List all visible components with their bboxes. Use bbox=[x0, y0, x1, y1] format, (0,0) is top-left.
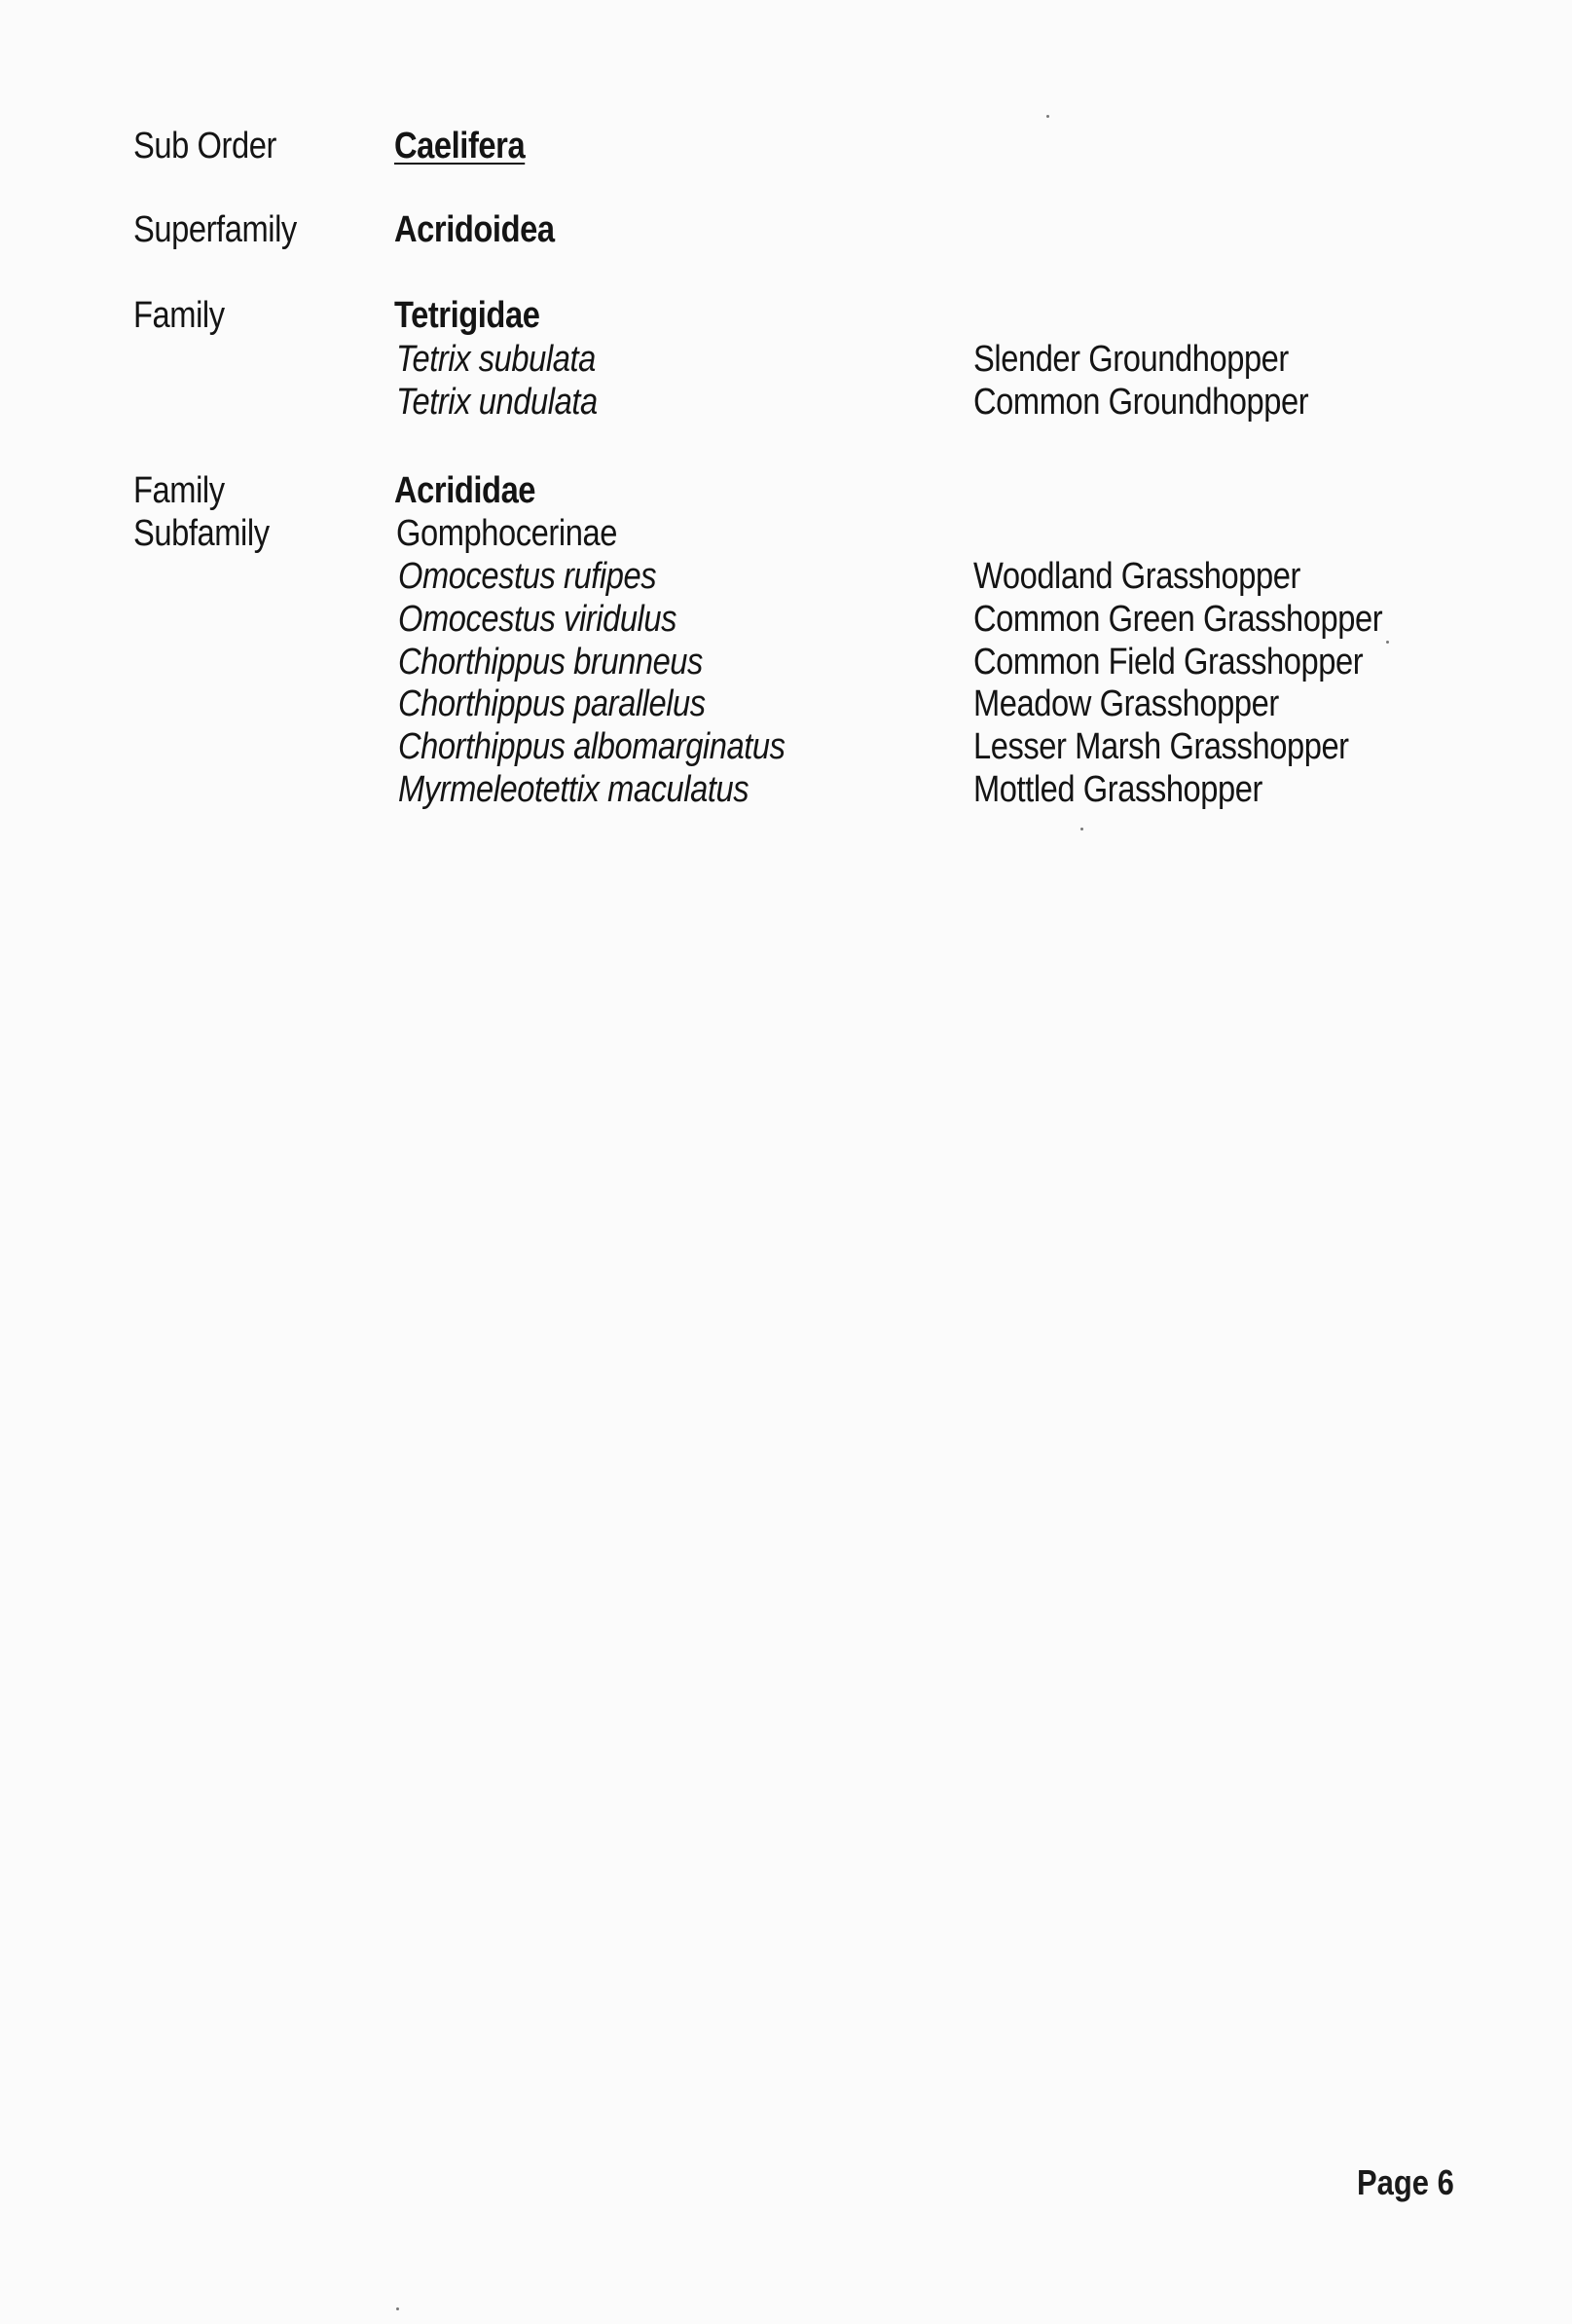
scan-speck bbox=[1046, 115, 1049, 118]
label-subfamily: Subfamily bbox=[133, 513, 270, 554]
label-family-1: Family bbox=[133, 295, 225, 336]
species-scientific: Chorthippus brunneus bbox=[398, 642, 703, 682]
species-common: Slender Groundhopper bbox=[973, 339, 1289, 380]
species-common: Mottled Grasshopper bbox=[973, 769, 1262, 810]
species-common: Woodland Grasshopper bbox=[973, 556, 1300, 597]
taxon-superfamily: Acridoidea bbox=[394, 209, 555, 250]
species-scientific: Chorthippus albomarginatus bbox=[398, 726, 786, 767]
page-number: Page 6 bbox=[1357, 2162, 1454, 2202]
taxon-sub-order: Caelifera bbox=[394, 126, 526, 166]
label-family-2: Family bbox=[133, 470, 225, 511]
species-scientific: Tetrix subulata bbox=[396, 339, 596, 380]
taxon-subfamily: Gomphocerinae bbox=[396, 513, 617, 554]
species-common: Common Groundhopper bbox=[973, 382, 1309, 423]
species-common: Meadow Grasshopper bbox=[973, 683, 1279, 724]
species-common: Common Green Grasshopper bbox=[973, 599, 1383, 640]
species-scientific: Tetrix undulata bbox=[396, 382, 598, 423]
species-scientific: Myrmeleotettix maculatus bbox=[398, 769, 749, 810]
label-sub-order: Sub Order bbox=[133, 126, 276, 166]
taxon-family-acrididae: Acrididae bbox=[394, 470, 536, 511]
species-scientific: Omocestus viridulus bbox=[398, 599, 677, 640]
species-common: Lesser Marsh Grasshopper bbox=[973, 726, 1349, 767]
taxon-family-tetrigidae: Tetrigidae bbox=[394, 295, 540, 336]
label-superfamily: Superfamily bbox=[133, 209, 297, 250]
species-scientific: Omocestus rufipes bbox=[398, 556, 657, 597]
scan-speck bbox=[1386, 641, 1389, 644]
scan-speck bbox=[1080, 828, 1083, 830]
species-common: Common Field Grasshopper bbox=[973, 642, 1364, 682]
scan-speck bbox=[396, 2307, 399, 2310]
species-scientific: Chorthippus parallelus bbox=[398, 683, 706, 724]
